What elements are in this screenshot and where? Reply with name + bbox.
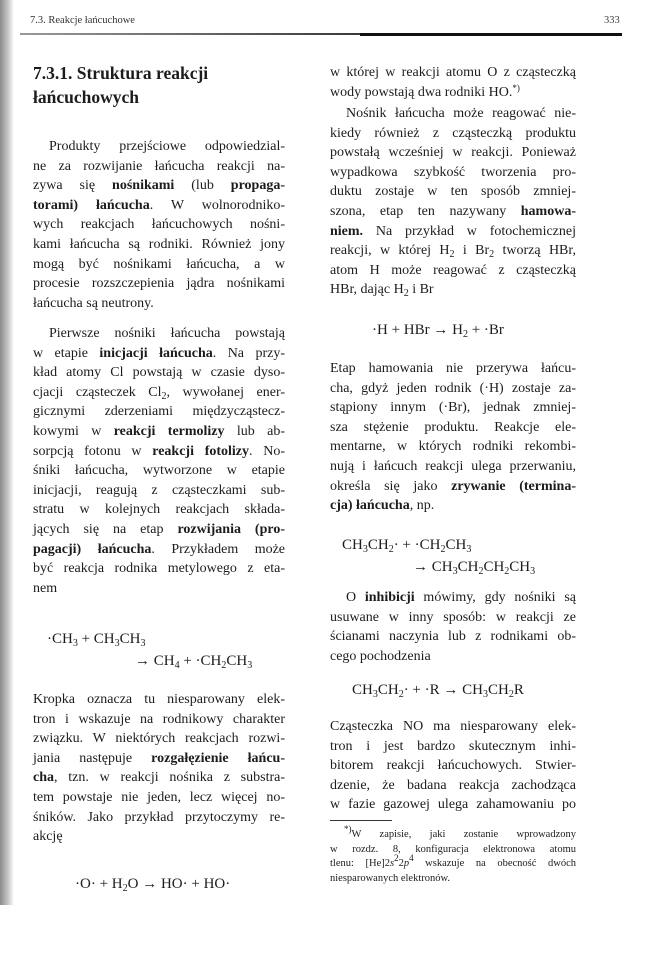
- text-run: mówimy, gdy nośniki są: [414, 590, 576, 605]
- text-run: w której w reakcji atomu O z cząsteczką: [330, 65, 576, 80]
- paragraph-inhibition-step: [330, 104, 576, 300]
- header-rule-dark: [360, 33, 622, 36]
- paragraph-inhibition: [330, 588, 576, 666]
- text-line: [33, 749, 285, 769]
- paragraph-termination: [330, 359, 576, 516]
- running-header-section: 7.3. Reakcje łańcuchowe: [30, 15, 135, 26]
- text-run: Pierwsze nośniki łańcucha powstają: [49, 326, 285, 341]
- text-line: [330, 756, 576, 776]
- text-line: [330, 627, 576, 647]
- text-run: tworzą HBr,: [494, 243, 576, 259]
- subscript: 2: [478, 566, 484, 577]
- text-run: CH: [457, 559, 479, 575]
- subscript: 3: [72, 638, 78, 649]
- text-run: gicznymi zderzeniami międzycząstecz-: [33, 404, 285, 420]
- text-line: [352, 679, 524, 701]
- superscript: *): [344, 824, 352, 834]
- bold-term: cja) łańcucha: [330, 498, 410, 514]
- text-run: CH: [445, 537, 467, 553]
- text-run: tron i wskazuje na rodnikowy charakter: [33, 711, 285, 727]
- text-line: [33, 461, 285, 481]
- text-run: mentarne, w których rodniki rekombi-: [330, 439, 576, 455]
- text-line: [330, 261, 576, 281]
- text-line: [33, 690, 285, 710]
- paragraph-chain-carriers: [33, 137, 285, 313]
- text-run: Nośnik łańcucha może reagować nie-: [346, 106, 576, 121]
- text-run: sza stężenie produktu. Reakcje ele-: [330, 419, 576, 435]
- text-run: procesie rozszczepienia jądra nośnikami: [33, 276, 285, 292]
- bold-term: propaga-: [230, 178, 285, 194]
- text-run: wych reakcjach łańcuchowych nośni-: [33, 217, 285, 233]
- superscript: 4: [409, 853, 414, 864]
- subscript: 2: [221, 660, 227, 671]
- text-line: [330, 124, 576, 144]
- text-run: nują i łańcuch reakcji ulega przerwaniu,: [330, 458, 576, 474]
- text-run: CH: [226, 653, 248, 669]
- text-run: jących się na etap: [33, 521, 178, 537]
- text-run: ne za rozwijanie łańcucha reakcji na-: [33, 158, 285, 174]
- subscript: 2: [388, 544, 394, 555]
- text-run: → CH: [413, 559, 453, 575]
- subscript: 3: [530, 566, 536, 577]
- text-run: kowymi w: [33, 423, 114, 439]
- text-line: [33, 363, 285, 383]
- text-line: [47, 628, 252, 650]
- text-run: R: [513, 682, 524, 698]
- text-run: + CH: [77, 631, 115, 647]
- text-run: śniki łańcucha, wytworzone w etapie: [33, 463, 285, 479]
- bold-term: torami) łańcucha: [33, 197, 150, 213]
- text-line: [342, 556, 535, 578]
- text-line: [33, 255, 285, 275]
- text-run: + ·Br: [467, 322, 504, 338]
- subscript: 2: [449, 249, 455, 261]
- text-line: [33, 481, 285, 501]
- text-run: w rozdz. 8, konfiguracja elektronowa atomu: [330, 843, 576, 855]
- text-run: , np.: [409, 498, 435, 514]
- subscript: 2: [508, 689, 514, 700]
- text-run: p: [403, 858, 410, 870]
- text-run: , tzn. w reakcji nośnika z substra-: [54, 770, 285, 786]
- text-run: . W wolnorodniko-: [149, 197, 285, 213]
- text-run: niesparowanych elektronów.: [330, 873, 451, 885]
- text-run: CH: [342, 537, 363, 553]
- subscript: 3: [362, 544, 368, 555]
- text-run: . Na przy-: [212, 345, 285, 361]
- text-line: [330, 477, 576, 497]
- text-line: [330, 872, 576, 887]
- text-run: w etapie: [33, 345, 100, 361]
- text-run: tem powstaje nie jeden, lecz więcej no-: [33, 789, 285, 805]
- subscript: 2: [161, 390, 167, 402]
- text-run: . No-: [249, 443, 286, 459]
- text-run: Produkty przejściowe odpowiedzial-: [49, 139, 285, 154]
- text-line: [33, 579, 285, 599]
- footnote: [330, 824, 576, 887]
- text-run: dzenie, że badana reakcja zachodząca: [330, 777, 576, 793]
- text-run: mogą być nośnikami łańcucha, a w: [33, 256, 285, 272]
- text-line: [330, 143, 576, 163]
- subscript: 3: [466, 544, 472, 555]
- subscript: 4: [174, 660, 180, 671]
- text-run: → CH: [135, 653, 175, 669]
- text-run: szona, etap ten nazywany: [330, 203, 521, 219]
- text-line: [33, 540, 285, 560]
- text-run: W zapisie, jaki zostanie wprowadzony: [351, 829, 576, 840]
- text-run: CH: [483, 559, 505, 575]
- bold-term: inhibicji: [364, 590, 415, 605]
- text-run: atom H może reagować z cząsteczką: [330, 262, 576, 278]
- subscript: 3: [114, 638, 120, 649]
- text-run: w fazie gazowej ulega zahamowaniu po: [330, 797, 576, 813]
- text-line: [330, 496, 576, 516]
- text-line: [33, 383, 285, 403]
- text-line: [33, 422, 285, 442]
- subscript: 3: [452, 566, 458, 577]
- text-line: [33, 768, 285, 788]
- text-line: [33, 344, 285, 364]
- paragraph-continuation: [330, 63, 576, 102]
- equation-h-hbr: [372, 319, 504, 341]
- text-run: ·H + HBr → H: [372, 322, 463, 338]
- subscript: 3: [140, 638, 146, 649]
- subscript: 2: [462, 329, 468, 340]
- text-line: [33, 235, 285, 255]
- text-run: O → HO· + HO·: [127, 876, 231, 892]
- text-line: [330, 280, 576, 300]
- text-run: tlenu: [He]2: [330, 858, 390, 870]
- text-line: [330, 608, 576, 628]
- footnote-rule: [330, 820, 392, 821]
- text-line: [330, 795, 576, 815]
- text-run: HBr, dając H: [330, 282, 404, 298]
- subscript: 2: [122, 883, 128, 894]
- superscript: *): [512, 82, 520, 93]
- bold-term: zrywanie (termina-: [451, 478, 576, 494]
- bold-term: inicjacji łańcucha: [99, 345, 213, 361]
- text-run: · + ·R → CH: [403, 682, 483, 698]
- text-run: zywa się: [33, 178, 113, 194]
- text-run: cha, gdyż jeden rodnik (·H) zostaje za-: [330, 380, 576, 396]
- text-line: [372, 319, 504, 341]
- subscript: 3: [372, 689, 378, 700]
- text-run: Etap hamowania nie przerywa łańcu-: [330, 361, 576, 376]
- text-run: wskazuje na obecność dwóch: [413, 858, 576, 870]
- text-line: [330, 457, 576, 477]
- text-line: [330, 222, 576, 242]
- text-line: [330, 63, 576, 83]
- text-run: ·CH: [47, 631, 73, 647]
- text-run: śników. Jako przykład przytoczymy re-: [33, 809, 285, 825]
- bold-term: rozgałęzienie łańcu-: [151, 750, 285, 766]
- text-line: [33, 196, 285, 216]
- text-run: lub ab-: [224, 423, 285, 439]
- text-run: nem: [33, 580, 58, 596]
- bold-term: reakcji fotolizy: [152, 443, 250, 459]
- text-line: [33, 215, 285, 235]
- text-run: s: [390, 858, 395, 870]
- bold-term: niem.: [330, 223, 364, 239]
- bold-term: hamowa-: [520, 203, 576, 219]
- superscript: 2: [394, 853, 399, 864]
- text-line: [33, 827, 285, 847]
- text-line: [330, 241, 576, 261]
- text-line: [33, 402, 285, 422]
- text-line: [330, 182, 576, 202]
- text-line: [33, 274, 285, 294]
- text-line: [33, 788, 285, 808]
- text-run: wody powstają dwa rodniki HO.: [330, 84, 513, 100]
- text-line: [330, 776, 576, 796]
- paragraph-no-inhibitor: [330, 717, 576, 815]
- text-line: [33, 294, 285, 314]
- subscript: 3: [482, 689, 488, 700]
- text-run: (lub: [174, 178, 231, 194]
- text-line: [330, 853, 576, 872]
- text-run: Cząsteczka NO ma niesparowany elek-: [330, 719, 576, 734]
- text-run: tron i jest bardzo skutecznym inhi-: [330, 738, 576, 754]
- text-line: [33, 324, 285, 344]
- text-line: [330, 717, 576, 737]
- text-run: CH: [487, 682, 509, 698]
- text-run: cjacji cząsteczek Cl: [33, 384, 162, 400]
- text-line: [342, 534, 535, 556]
- text-run: jania następuje: [33, 750, 152, 766]
- bold-term: pagacji) łańcucha: [33, 541, 152, 557]
- bold-term: nośnikami: [112, 178, 175, 194]
- text-line: [33, 442, 285, 462]
- text-line: [330, 379, 576, 399]
- page-number: 333: [604, 15, 620, 26]
- text-run: CH: [509, 559, 531, 575]
- text-line: [33, 808, 285, 828]
- equation-ethyl-r: [352, 679, 524, 701]
- text-run: bitorem reakcji łańcuchowych. Stwier-: [330, 758, 576, 774]
- subscript: 2: [440, 544, 446, 555]
- text-line: [75, 873, 230, 895]
- scan-edge-shadow: [0, 0, 14, 905]
- text-run: Kropka oznacza tu niesparowany elek-: [33, 692, 285, 707]
- text-line: [330, 824, 576, 843]
- text-run: CH: [377, 682, 399, 698]
- text-line: [330, 418, 576, 438]
- subscript: 3: [247, 660, 253, 671]
- text-line: [330, 737, 576, 757]
- text-run: wypadkowa szybkość tworzenia pro-: [330, 164, 576, 180]
- text-line: [33, 710, 285, 730]
- text-line: [33, 559, 285, 579]
- text-line: [330, 398, 576, 418]
- text-line: [33, 157, 285, 177]
- text-run: + ·CH: [179, 653, 222, 669]
- text-run: stąpiony innym (·Br), jednak zmniej-: [330, 400, 576, 416]
- text-line: [330, 843, 576, 858]
- text-line: [330, 104, 576, 124]
- bold-term: reakcji termolizy: [113, 423, 225, 439]
- text-line: [33, 137, 285, 157]
- text-run: , wywołanej ener-: [166, 384, 285, 400]
- subscript: 2: [403, 288, 409, 300]
- text-run: · + ·CH: [393, 537, 441, 553]
- equation-oxygen-water: [75, 873, 230, 895]
- text-line: [33, 729, 285, 749]
- text-run: CH: [367, 537, 389, 553]
- text-line: [330, 437, 576, 457]
- text-line: [330, 202, 576, 222]
- text-run: Na przykład w fotochemicznej: [363, 223, 576, 239]
- text-run: CH: [119, 631, 141, 647]
- section-heading-line2: łańcuchowych: [33, 87, 139, 107]
- bold-term: rozwijania (pro-: [177, 521, 285, 537]
- paragraph-initiation: [33, 324, 285, 598]
- text-run: ·O· + H: [75, 876, 123, 892]
- text-run: stratu w kolejnych reakcjach składa-: [33, 502, 285, 518]
- equation-ethyl-recombination: [342, 534, 535, 578]
- section-heading-line1: 7.3.1. Struktura reakcji: [33, 63, 209, 83]
- text-run: inicjacji, reagują z cząsteczkami sub-: [33, 482, 285, 498]
- text-run: O: [346, 590, 365, 605]
- text-run: ścianami naczynia lub z rodnikami ob-: [330, 629, 576, 645]
- text-line: [47, 650, 252, 672]
- text-line: [330, 647, 576, 667]
- text-run: duktu zostaje w ten sposób zmniej-: [330, 184, 576, 200]
- text-run: i Br: [454, 243, 490, 259]
- text-run: reakcji, w której H: [330, 243, 450, 259]
- subscript: 2: [504, 566, 510, 577]
- text-run: 2: [398, 858, 404, 870]
- subscript: 2: [489, 249, 495, 261]
- text-run: być reakcja rodnika metylowego z eta-: [33, 561, 285, 577]
- text-run: kład atomy Cl powstają w czasie dyso-: [33, 365, 285, 381]
- text-line: [33, 500, 285, 520]
- text-run: usuwane w inny sposób: w reakcji ze: [330, 609, 576, 625]
- text-run: . Przykładem może: [151, 541, 286, 557]
- equation-methyl-ethane: [47, 628, 252, 672]
- paragraph-branching: [33, 690, 285, 847]
- text-run: związku. W niektórych reakcjach rozwi-: [33, 731, 285, 747]
- text-run: powstałą wcześniej w reakcji. Ponieważ: [330, 145, 576, 161]
- text-line: [330, 83, 576, 103]
- text-line: [330, 588, 576, 608]
- subscript: 2: [398, 689, 404, 700]
- text-run: sorpcją fotonu w: [33, 443, 153, 459]
- text-run: i Br: [408, 282, 434, 298]
- bold-term: cha: [33, 770, 54, 786]
- text-line: [33, 520, 285, 540]
- text-line: [33, 176, 285, 196]
- text-run: kiedy również z cząsteczką produktu: [330, 125, 576, 141]
- text-run: łańcucha są neutrony.: [33, 295, 154, 311]
- text-run: cego pochodzenia: [330, 648, 431, 664]
- text-run: akcję: [33, 829, 63, 845]
- text-run: określa się jako: [330, 478, 452, 494]
- text-line: [330, 359, 576, 379]
- text-run: CH: [352, 682, 373, 698]
- text-run: kami łańcucha są rodniki. Również jony: [33, 236, 285, 252]
- text-line: [330, 163, 576, 183]
